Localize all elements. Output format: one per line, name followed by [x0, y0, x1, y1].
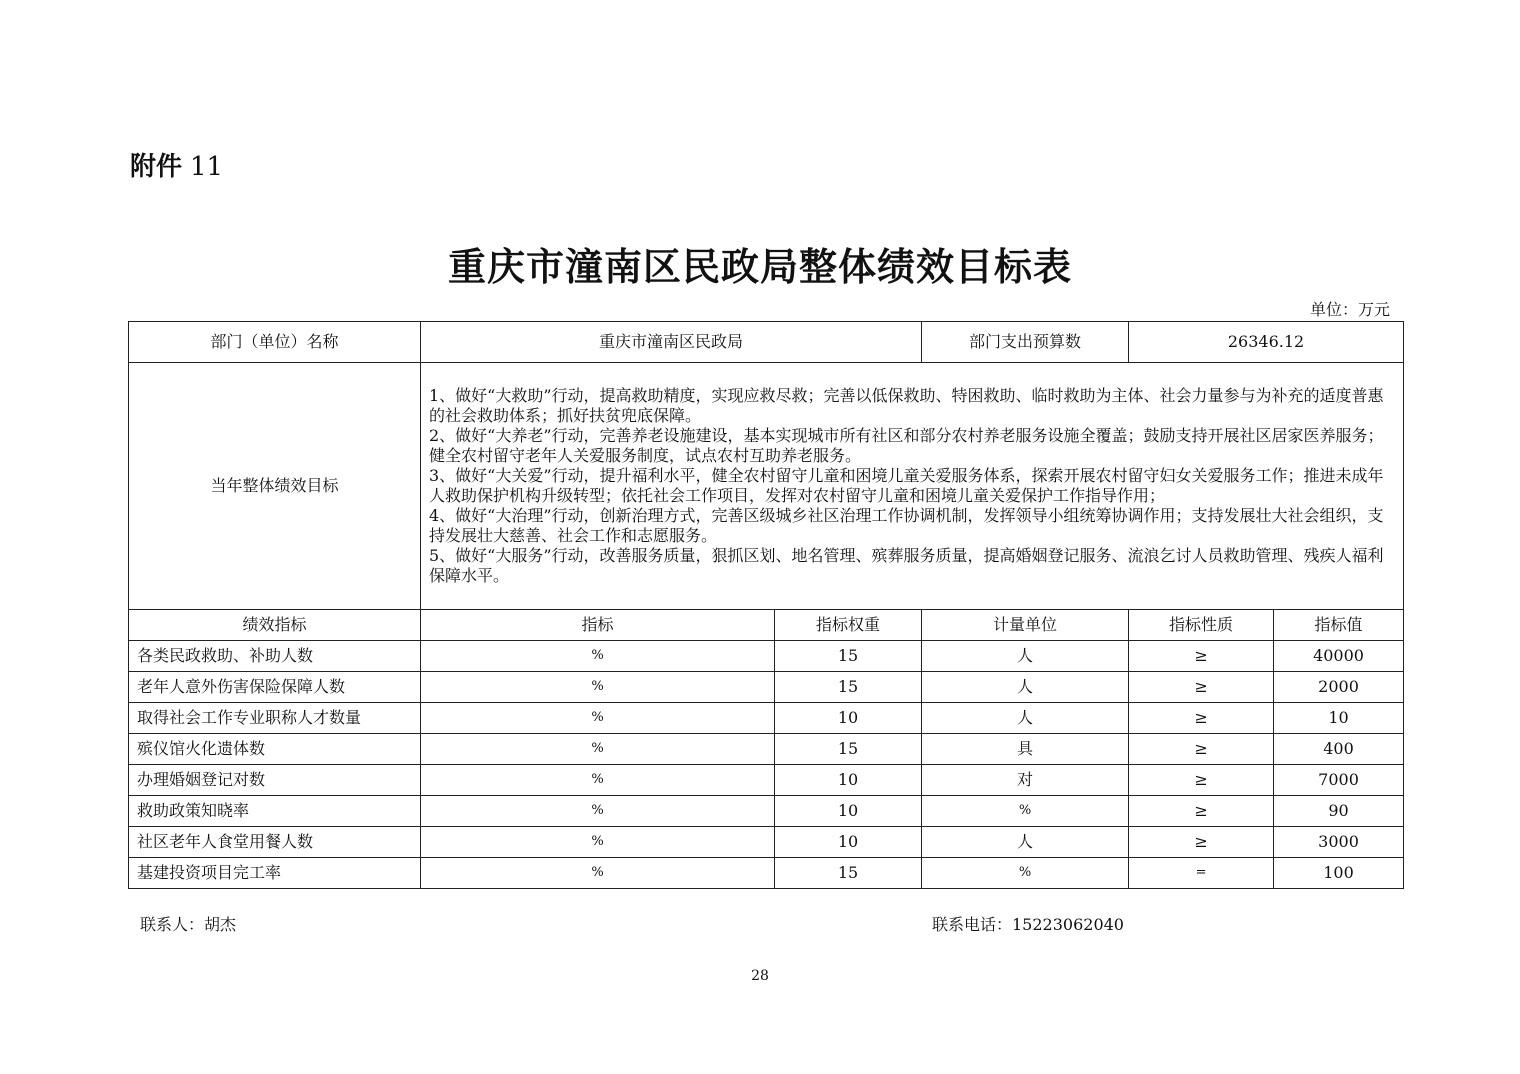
- indicator-nature: ≥: [1129, 827, 1274, 858]
- indicator-value: 400: [1274, 734, 1404, 765]
- indicator-nature: ≥: [1129, 641, 1274, 672]
- performance-table: [128, 321, 1404, 889]
- indicator-name: 基建投资项目完工率: [129, 858, 421, 889]
- indicator-name: 取得社会工作专业职称人才数量: [129, 703, 421, 734]
- indicator-nature: ≥: [1129, 796, 1274, 827]
- goal-paragraph-5: 5、做好“大服务”行动，改善服务质量，狠抓区划、地名管理、殡葬服务质量，提高婚姻登记服务、流浪乞讨人员救助管理、残疾人福利保障水平。: [429, 546, 1384, 585]
- col-header-indicator: 指标: [421, 610, 775, 641]
- page-title: 重庆市潼南区民政局整体绩效目标表: [447, 244, 1072, 289]
- indicator-unit: 人: [922, 672, 1129, 703]
- indicator-weight: 15: [775, 858, 922, 889]
- indicator-value: 90: [1274, 796, 1404, 827]
- dept-value: 重庆市潼南区民政局: [421, 322, 922, 363]
- indicator-name: 殡仪馆火化遗体数: [129, 734, 421, 765]
- goal-content: [421, 363, 1404, 610]
- attachment-text: 附件: [130, 152, 183, 182]
- indicator-name: 救助政策知晓率: [129, 796, 421, 827]
- col-header-name: 绩效指标: [129, 610, 421, 641]
- indicator-name: 老年人意外伤害保险保障人数: [129, 672, 421, 703]
- indicator-type: %: [421, 858, 775, 889]
- page-number: 28: [751, 968, 769, 984]
- indicator-type: %: [421, 672, 775, 703]
- indicator-unit: 人: [922, 703, 1129, 734]
- contact-person: 联系人：胡杰: [140, 915, 237, 934]
- col-header-nature: 指标性质: [1129, 610, 1274, 641]
- indicator-nature: ≥: [1129, 672, 1274, 703]
- indicator-type: %: [421, 703, 775, 734]
- indicator-unit: 具: [922, 734, 1129, 765]
- table-row: [129, 703, 1404, 734]
- indicator-nature: =: [1129, 858, 1274, 889]
- indicator-weight: 15: [775, 672, 922, 703]
- dept-label: 部门（单位）名称: [129, 322, 421, 363]
- indicator-value: 3000: [1274, 827, 1404, 858]
- indicator-type: %: [421, 734, 775, 765]
- indicator-value: 100: [1274, 858, 1404, 889]
- attachment-number: 11: [190, 152, 224, 182]
- indicator-unit: 人: [922, 827, 1129, 858]
- contact-phone: 联系电话：15223062040: [932, 915, 1124, 934]
- indicator-weight: 10: [775, 765, 922, 796]
- indicator-type: %: [421, 765, 775, 796]
- table-row: [129, 796, 1404, 827]
- goal-label: 当年整体绩效目标: [129, 363, 421, 610]
- indicator-unit: %: [922, 796, 1129, 827]
- attachment-label: [130, 146, 223, 183]
- table-row: [129, 858, 1404, 889]
- indicator-value: 7000: [1274, 765, 1404, 796]
- budget-label: 部门支出预算数: [922, 322, 1129, 363]
- indicator-type: %: [421, 641, 775, 672]
- indicator-name: 社区老年人食堂用餐人数: [129, 827, 421, 858]
- indicator-type: %: [421, 827, 775, 858]
- col-header-value: 指标值: [1274, 610, 1404, 641]
- table-row: [129, 734, 1404, 765]
- unit-label: 单位：万元: [1309, 300, 1390, 319]
- table-row: [129, 827, 1404, 858]
- indicator-nature: ≥: [1129, 765, 1274, 796]
- indicator-name: 办理婚姻登记对数: [129, 765, 421, 796]
- indicator-nature: ≥: [1129, 703, 1274, 734]
- goal-paragraph-3: 3、做好“大关爱”行动，提升福利水平，健全农村留守儿童和困境儿童关爱服务体系，探索开展农村留守妇女关爱服务工作；推进未成年人救助保护机构升级转型；依托社会工作项目，发挥对农村留守儿童和困境儿童关爱保护工作指导作用；: [429, 466, 1384, 505]
- col-header-weight: 指标权重: [775, 610, 922, 641]
- indicator-weight: 15: [775, 641, 922, 672]
- indicator-weight: 15: [775, 734, 922, 765]
- budget-value: 26346.12: [1129, 322, 1404, 363]
- goal-paragraph-4: 4、做好“大治理”行动，创新治理方式，完善区级城乡社区治理工作协调机制，发挥领导小组统筹协调作用；支持发展壮大社会组织，支持发展壮大慈善、社会工作和志愿服务。: [429, 506, 1384, 545]
- indicator-weight: 10: [775, 703, 922, 734]
- indicator-value: 40000: [1274, 641, 1404, 672]
- goal-paragraph-1: 1、做好“大救助”行动，提高救助精度，实现应救尽救；完善以低保救助、特困救助、临时救助为主体、社会力量参与为补充的适度普惠的社会救助体系；抓好扶贫兜底保障。: [429, 386, 1384, 425]
- indicator-weight: 10: [775, 827, 922, 858]
- indicator-weight: 10: [775, 796, 922, 827]
- indicator-unit: 人: [922, 641, 1129, 672]
- indicator-type: %: [421, 796, 775, 827]
- table-row: [129, 641, 1404, 672]
- goal-row: [129, 363, 1404, 610]
- goal-paragraph-2: 2、做好“大养老”行动，完善养老设施建设，基本实现城市所有社区和部分农村养老服务设施全覆盖；鼓励支持开展社区居家医养服务；健全农村留守老年人关爱服务制度，试点农村互助养老服务。: [429, 426, 1384, 465]
- indicator-header-row: [129, 610, 1404, 641]
- indicator-value: 2000: [1274, 672, 1404, 703]
- indicator-unit: 对: [922, 765, 1129, 796]
- indicator-value: 10: [1274, 703, 1404, 734]
- dept-row: [129, 322, 1404, 363]
- table-row: [129, 765, 1404, 796]
- table-row: [129, 672, 1404, 703]
- indicator-unit: %: [922, 858, 1129, 889]
- col-header-unit: 计量单位: [922, 610, 1129, 641]
- indicator-name: 各类民政救助、补助人数: [129, 641, 421, 672]
- indicator-nature: ≥: [1129, 734, 1274, 765]
